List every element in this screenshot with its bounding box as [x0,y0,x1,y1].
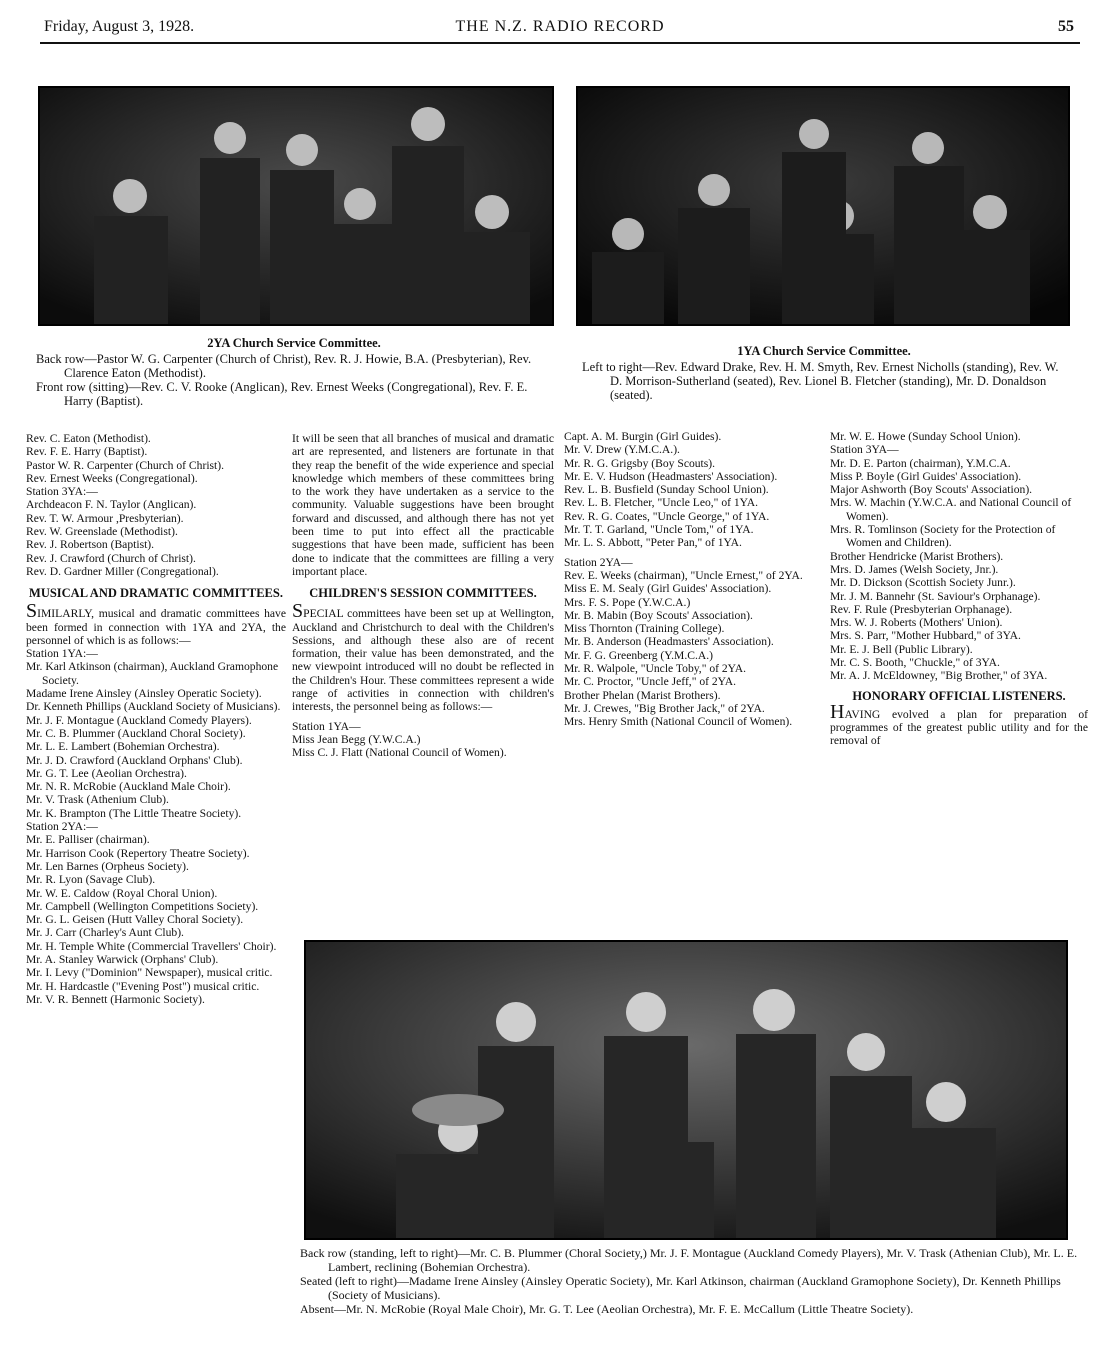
list-item: Mr. R. Lyon (Savage Club). [26,873,156,887]
list-item: Mr. L. E. Lambert (Bohemian Orchestra). [26,740,220,754]
list-item: Mr. E. J. Bell (Public Library). [830,642,973,656]
publication-title: THE N.Z. RADIO RECORD [455,18,665,35]
list-item: Mrs. Henry Smith (National Council of Women). [564,715,793,729]
caption-line: Back row (standing, left to right)—Mr. C. B. Plummer (Choral Society,) Mr. J. F. Montague (Auckland Comedy Players), Mr. V. Trask (Athenian Club), Mr. L. E. Lambert, reclining (Bohemian Orchestra). [300,1246,1078,1274]
list-item: Rev. F. Rule (Presbyterian Orphanage). [830,602,1013,616]
list-item: Mr. Harrison Cook (Repertory Theatre Society). [26,846,250,860]
list-item: Mr. D. Dickson (Scottish Society Junr.). [830,576,1016,590]
list-item: Mr. T. T. Garland, "Uncle Tom," of 1YA. [564,523,754,537]
list-item: Mrs. W. J. Roberts (Mothers' Union). [830,616,1003,630]
list-item: Major Ashworth (Boy Scouts' Association). [830,483,1033,497]
list-item: Mr. G. L. Geisen (Hutt Valley Choral Society). [26,913,244,927]
paragraph-text: IMILARLY, musical and dramatic committees have been formed in connection with 1YA and 2YA, the personnel of which is as follows:— [26,607,286,647]
list-item: Mr. I. Levy ("Dominion" Newspaper), musical critic. [26,966,273,980]
list-item: Mr. V. Trask (Athenium Club). [26,793,169,807]
list-item: Mrs. D. James (Welsh Society, Jnr.). [830,562,999,576]
list-item: Mr. W. E. Howe (Sunday School Union). [830,430,1021,443]
list-item: Mrs. R. Tomlinson (Society for the Protection of Women and Children). [830,523,1056,550]
list-item: Pastor W. R. Carpenter (Church of Christ). [26,458,225,472]
list-item: Mr. Campbell (Wellington Competitions Society). [26,899,259,913]
list-item: Mr. G. T. Lee (Aeolian Orchestra). [26,766,187,780]
list-item: Mrs. S. Parr, "Mother Hubbard," of 3YA. [830,629,1021,643]
list-item: Mr. L. S. Abbott, "Peter Pan," of 1YA. [564,536,742,550]
issue-date: Friday, August 3, 1928. [44,18,195,35]
list-item: Miss Thornton (Training College). [564,622,725,636]
list-item: Mrs. W. Machin (Y.W.C.A. and National Council of Women). [830,496,1072,523]
list-item: Mr. R. G. Grigsby (Boy Scouts). [564,456,716,470]
station-label: Station 1YA— [292,719,361,733]
station-label: Station 2YA:— [26,820,98,834]
list-item: Mr. D. E. Parton (chairman), Y.M.C.A. [830,456,1011,470]
list-item: Mr. W. E. Caldow (Royal Choral Union). [26,886,218,900]
list-item: Capt. A. M. Burgin (Girl Guides). [564,430,722,443]
list-item: Mr. R. Walpole, "Uncle Toby," of 2YA. [564,662,747,676]
station-label: Station 3YA— [830,443,899,457]
list-item: Miss C. J. Flatt (National Council of Women). [292,746,507,760]
list-item: Mrs. F. S. Pope (Y.W.C.A.) [564,595,691,609]
list-item: Mr. E. Palliser (chairman). [26,833,150,847]
page-number: 55 [1058,18,1074,35]
list-item: Rev. E. Weeks (chairman), "Uncle Ernest," of 2YA. [564,568,803,582]
caption-line: Back row—Pastor W. G. Carpenter (Church of Christ), Rev. R. J. Howie, B.A. (Presbyterian), Rev. Clarence Eaton (Methodist). [36,352,532,380]
caption-line: Absent—Mr. N. McRobie (Royal Male Choir), Mr. G. T. Lee (Aeolian Orchestra), Mr. F. E. McCallum (Little Theatre Society). [300,1302,914,1316]
list-item: Brother Phelan (Marist Brothers). [564,688,721,702]
list-item: Mr. J. Carr (Charley's Aunt Club). [26,926,184,940]
list-item: Mr. C. Proctor, "Uncle Jeff," of 2YA. [564,675,737,689]
list-item: Mr. Karl Atkinson (chairman), Auckland Gramophone Society. [26,660,279,687]
list-item: Rev. L. B. Busfield (Sunday School Union). [564,483,769,497]
list-item: Mr. J. M. Bannehr (St. Saviour's Orphanage). [830,589,1041,603]
caption-1ya [582,344,1066,402]
list-item: Mr. E. V. Hudson (Headmasters' Association). [564,469,778,483]
paragraph-text: It will be seen that all branches of musical and dramatic art are represented, and listeners are fortunate in that they reap the benefit of the wide experience and special knowledge which members of these committees bring to the work they have undertaken as a service to the community. Valuable suggestions have been brought forward and discussed, and although there has not yet been time to put into effect all the practicable suggestions that have been made, sufficient has been done to indicate that the committees are filling a very important place. [292,432,554,578]
caption-2ya [36,336,552,408]
list-item: Dr. Kenneth Phillips (Auckland Society of Musicians). [26,700,281,714]
list-item: Rev. J. Crawford (Church of Christ). [26,551,196,565]
list-item: Mr. B. Mabin (Boy Scouts' Association). [564,608,753,622]
list-item: Mr. J. D. Crawford (Auckland Orphans' Club). [26,753,243,767]
drop-cap: H [830,700,845,723]
photo-1ya-committee [576,86,1070,326]
column-2 [292,432,554,760]
paragraph-text: AVING evolved a plan for preparation of programmes of the greatest public utility and for the removal of [830,707,1088,748]
list-item: Mr. A. J. McEldowney, "Big Brother," of 3YA. [830,669,1048,683]
caption-musical [300,1246,1080,1316]
section-heading: CHILDREN'S SESSION COMMITTEES. [309,586,537,601]
station-label: Station 1YA:— [26,647,98,661]
drop-cap: S [26,600,38,623]
intro-paragraph [26,600,286,647]
caption-line: Front row (sitting)—Rev. C. V. Rooke (Anglican), Rev. Ernest Weeks (Congregational), Rev. F. E. Harry (Baptist). [36,380,528,408]
paragraph-text: PECIAL committees have been set up at Wellington, Auckland and Christchurch to deal with the Children's Sessions, and although these also are of recent formation, their value has been demonstrated, and the new viewpoint introduced will no doubt be reflected in the Children's Hour. These committees represent a wide range of activities in connection with children's interests, the personnel being as follows:— [292,607,554,714]
list-item: Mr. V. Drew (Y.M.C.A.). [564,443,680,457]
list-item: Rev. T. W. Armour ,Presbyterian). [26,511,184,525]
list-item: Archdeacon F. N. Taylor (Anglican). [26,498,197,512]
list-item: Rev. F. E. Harry (Baptist). [26,445,148,459]
list-item: Mr. N. R. McRobie (Auckland Male Choir). [26,780,231,794]
children-intro-paragraph [292,600,554,714]
caption-line: Left to right—Rev. Edward Drake, Rev. H. M. Smyth, Rev. Ernest Nicholls (standing), Rev. W. D. Morrison-Sutherland (seated), Rev. Lionel B. Fletcher (standing), Mr. D. Donaldson (seated). [582,360,1059,402]
section-heading: HONORARY OFFICIAL LISTENERS. [852,688,1066,703]
photo-2ya-committee [38,86,554,326]
list-item: Mr. V. R. Bennett (Harmonic Society). [26,992,205,1006]
list-item: Mr. A. Stanley Warwick (Orphans' Club). [26,952,219,966]
list-item: Mr. B. Anderson (Headmasters' Association). [564,635,774,649]
list-item: Miss Jean Begg (Y.W.C.A.) [292,732,421,746]
list-item: Brother Hendricke (Marist Brothers). [830,549,1004,563]
list-item: Mr. H. Temple White (Commercial Travellers' Choir). [26,939,277,953]
list-item: Rev. W. Greenslade (Methodist). [26,525,178,539]
list-item: Rev. R. G. Coates, "Uncle George," of 1YA. [564,509,770,523]
list-item: Mr. C. B. Plummer (Auckland Choral Society). [26,726,246,740]
list-item: Madame Irene Ainsley (Ainsley Operatic Society). [26,687,262,701]
list-item: Miss E. M. Sealy (Girl Guides' Association). [564,582,772,596]
page-header [40,16,1080,44]
list-item: Mr. H. Hardcastle ("Evening Post") musical critic. [26,979,260,993]
list-item: Rev. D. Gardner Miller (Congregational). [26,564,219,578]
list-item: Rev. L. B. Fletcher, "Uncle Leo," of 1YA. [564,496,759,510]
list-item: Rev. C. Eaton (Methodist). [26,432,151,445]
section-heading: MUSICAL AND DRAMATIC COMMITTEES. [29,586,283,601]
list-item: Mr. F. G. Greenberg (Y.M.C.A.) [564,648,714,662]
list-item: Mr. Len Barnes (Orpheus Society). [26,859,189,873]
station-label: Station 3YA:— [26,485,98,499]
list-item: Rev. J. Robertson (Baptist). [26,538,155,552]
station-label: Station 2YA— [564,555,633,569]
column-3 [564,430,822,729]
list-item: Mr. J. Crewes, "Big Brother Jack," of 2YA. [564,701,765,715]
column-1 [26,432,286,1006]
listeners-paragraph [830,700,1088,748]
list-item: Mr. J. F. Montague (Auckland Comedy Players). [26,713,252,727]
list-item: Rev. Ernest Weeks (Congregational). [26,471,198,485]
drop-cap: S [292,600,304,623]
caption-line: Seated (left to right)—Madame Irene Ainsley (Ainsley Operatic Society), Mr. Karl Atkinson, chairman (Auckland Gramophone Society), Dr. Kenneth Phillips (Society of Musicians). [300,1274,1061,1302]
list-item: Mr. C. S. Booth, "Chuckle," of 3YA. [830,656,1000,670]
photo-musical-committee [304,940,1068,1240]
column-4 [830,430,1088,748]
list-item: Mr. K. Brampton (The Little Theatre Society). [26,806,242,820]
caption-title: 1YA Church Service Committee. [737,344,911,358]
list-item: Miss P. Boyle (Girl Guides' Association). [830,469,1022,483]
caption-title: 2YA Church Service Committee. [207,336,381,350]
